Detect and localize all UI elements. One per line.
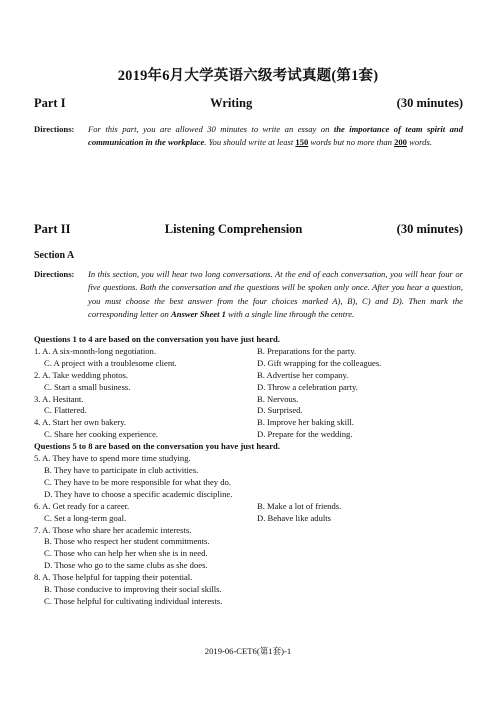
part2-name: Listening Comprehension — [164, 222, 303, 236]
group-heading: Questions 1 to 4 are based on the conversation you have just heard. — [34, 334, 280, 344]
directions-text — [88, 123, 463, 150]
part1-name: Writing — [210, 96, 253, 110]
directions-label: Directions: — [34, 269, 75, 279]
option-c: C. Set a long-term goal. — [44, 512, 127, 523]
directions-text — [88, 268, 463, 321]
option-b: B. Improve her baking skill. — [257, 417, 354, 428]
option-d: D. Those who go to the same clubs as she does. — [44, 560, 208, 571]
option-b: B. Preparations for the party. — [257, 345, 357, 356]
question-4 — [34, 417, 463, 429]
option-c: C. Start a small business. — [44, 381, 131, 392]
option-d: D. Gift wrapping for the colleagues. — [257, 357, 382, 368]
part1-number: Part I — [34, 96, 66, 110]
min-words: 150 — [295, 137, 309, 148]
option-b: B. Advertise her company. — [257, 369, 349, 380]
question-group-1 — [34, 334, 463, 608]
dir-text-end: words. — [406, 137, 432, 148]
dir-text-mid: . You should write at least — [204, 137, 296, 148]
section-a-heading: Section A — [34, 250, 75, 261]
option-a: 1. A. A six-month-long negotiation. — [34, 345, 156, 356]
option-c: C. Those helpful for cultivating individual interests. — [44, 595, 223, 606]
option-d: D. Throw a celebration party. — [257, 381, 358, 392]
option-a: 5. A. They have to spend more time studying. — [34, 453, 191, 464]
group-heading: Questions 5 to 8 are based on the conversation you have just heard. — [34, 441, 280, 452]
option-d: D. Surprised. — [257, 405, 303, 416]
option-b: B. Make a lot of friends. — [257, 500, 342, 511]
part1-header — [34, 96, 463, 111]
option-c: C. They have to be more responsible for what they do. — [44, 476, 231, 487]
option-a: 8. A. Those helpful for tapping their potential. — [34, 572, 193, 583]
option-d: D. Prepare for the wedding. — [257, 429, 353, 440]
exam-title: 2019年6月大学英语六级考试真题(第1套) — [117, 68, 379, 84]
option-a: 2. A. Take wedding photos. — [34, 369, 129, 380]
answer-sheet: Answer Sheet 1 — [170, 308, 226, 319]
page-footer: 2019-06-CET6(第1套)-1 — [204, 646, 292, 656]
part2-time: (30 minutes) — [396, 222, 463, 236]
max-words: 200 — [394, 137, 407, 148]
question-2 — [34, 370, 463, 382]
option-b: B. Those who respect her student commitments. — [44, 536, 210, 547]
dir-text-pre: For this part, you are allowed 30 minutes to write an essay on — [88, 124, 334, 134]
dir-text-mid2: words but no more than — [308, 137, 395, 148]
dir-text-pre: In this section, you will hear two long conversations. At the end of each conversation, you will hear four or five questions. Both the conversation and the questions will be spoken only once. After you hear a question, you must choose the best answer from the four choices marked A), B), C) and D). Then mark the corresponding letter on — [88, 269, 463, 319]
question-5 — [34, 453, 463, 501]
dir-text-end: with a single line through the centre. — [225, 308, 355, 319]
question-8 — [34, 572, 463, 608]
essay-topic: the importance of team spirit and communication in the workplace — [88, 124, 463, 148]
option-b: B. They have to participate in club activities. — [44, 464, 199, 475]
option-c: C. Share her cooking experience. — [44, 429, 159, 440]
question-6 — [34, 501, 463, 513]
option-a: 6. A. Get ready for a career. — [34, 500, 130, 511]
option-b: B. Nervous. — [257, 393, 299, 404]
option-c: C. Flattered. — [44, 405, 87, 416]
option-d: D. Behave like adults — [257, 512, 331, 523]
option-c: C. Those who can help her when she is in need. — [44, 548, 208, 559]
part1-time: (30 minutes) — [396, 96, 463, 110]
question-2-cd — [34, 382, 463, 394]
option-b: B. Those conducive to improving their social skills. — [44, 584, 222, 595]
option-d: D. They have to choose a specific academic discipline. — [44, 488, 233, 499]
question-1 — [34, 346, 463, 358]
question-4-cd — [34, 429, 463, 441]
question-6-cd — [34, 513, 463, 525]
question-7 — [34, 525, 463, 573]
part2-number: Part II — [34, 222, 71, 236]
part2-header — [34, 222, 463, 237]
option-a: 4. A. Start her own bakery. — [34, 417, 127, 428]
question-3 — [34, 394, 463, 406]
question-1-cd — [34, 358, 463, 370]
part2-directions — [34, 268, 463, 321]
option-a: 3. A. Hesitant. — [34, 393, 84, 404]
part1-directions — [34, 123, 463, 150]
directions-label: Directions: — [34, 124, 75, 134]
question-3-cd — [34, 405, 463, 417]
option-c: C. A project with a troublesome client. — [44, 357, 177, 368]
option-a: 7. A. Those who share her academic interests. — [34, 524, 192, 535]
